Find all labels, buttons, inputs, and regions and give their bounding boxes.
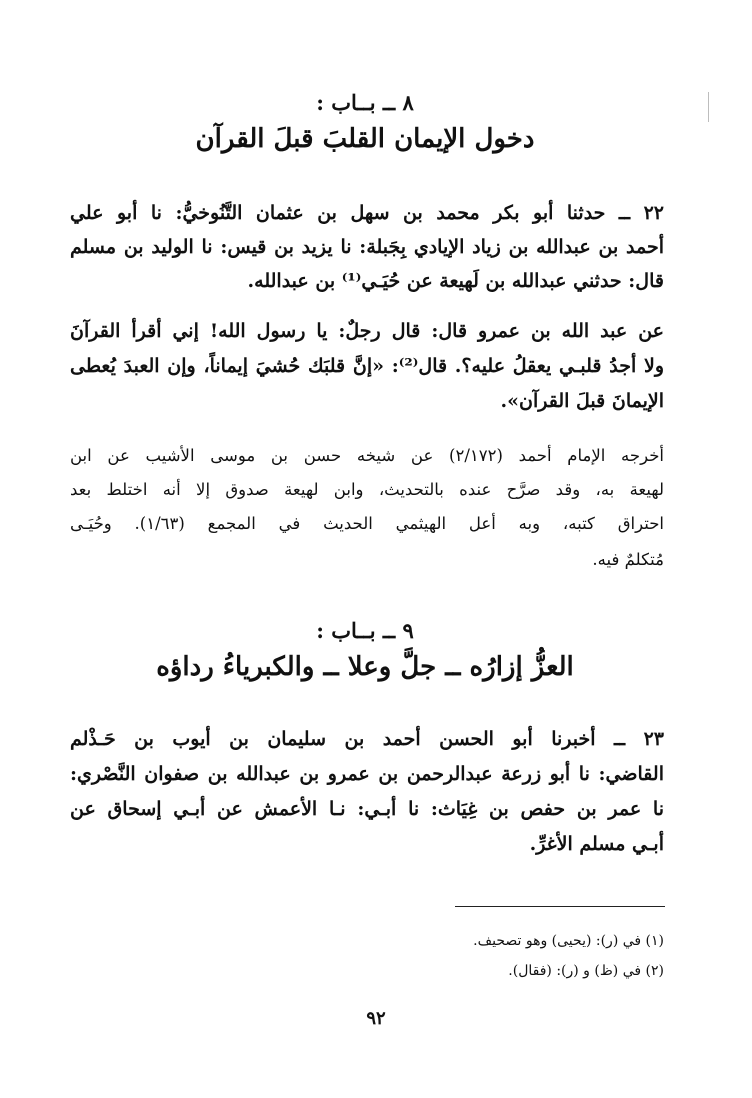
takhrij-22-line-3: احتراق كتبه، وبه أعل الهيثمي الحديث في المجمع (١/٦٣). وحُيَـى [70, 514, 664, 533]
footnote-separator [455, 906, 665, 907]
hadith-22-line-3: قال: حدثني عبدالله بن لَهيعة عن حُيَـي⁽¹⁾ بن عبدالله. [247, 270, 664, 292]
chapter-9-number: ٩ ــ بــاب : [316, 618, 414, 643]
matn-22-line-3: الإيمانَ قبلَ القرآن». [500, 390, 664, 412]
hadith-23-line-2: القاضي: نا أبو زرعة عبدالرحمن بن عمرو بن عبدالله بن صفوان النَّصْري: [70, 763, 664, 785]
takhrij-22-line-4: مُتكلمٌ فيه. [592, 550, 664, 569]
hadith-22-line-2: أحمد بن عبدالله بن زياد الإيادي بِجَبلة: نا يزيد بن قيس: نا الوليد بن مسلم [70, 236, 664, 258]
hadith-23-line-1: ٢٣ ــ أخبرنا أبو الحسن أحمد بن سليمان بن أيوب بن حَـذْلم [70, 728, 664, 750]
takhrij-22-line-1: أخرجه الإمام أحمد (٢/١٧٢) عن شيخه حسن بن موسى الأشيب عن ابن [70, 446, 664, 465]
footnote-2: (٢) في (ظ) و (ر): (فقال). [508, 963, 664, 979]
matn-22-line-2: ولا أجدُ قلبـي يعقلُ عليه؟. قال⁽²⁾: «إنَّ قلبَك حُشيَ إيماناً، وإن العبدَ يُعطى [70, 355, 664, 377]
hadith-22-line-1: ٢٢ ــ حدثنا أبو بكر محمد بن سهل بن عثمان التَّنُوخيُّ: نا أبو علي [70, 202, 664, 224]
hadith-23-line-3: نا عمر بن حفص بن غِيَاث: نا أبـي: نـا الأعمش عن أبـي إسحاق عن [70, 798, 664, 820]
chapter-8-number: ٨ ــ بــاب : [316, 90, 414, 115]
takhrij-22-line-2: لهيعة به، وقد صرَّح عنده بالتحديث، وابن لهيعة صدوق إلا أنه اختلط بعد [70, 480, 664, 499]
footnote-1: (١) في (ر): (يحيى) وهو تصحيف. [473, 933, 664, 949]
matn-22-line-1: عن عبد الله بن عمرو قال: قال رجلٌ: يا رسول الله! إني أقرأ القرآنَ [70, 320, 664, 342]
hadith-23-line-4: أبـي مسلم الأغرِّ. [529, 833, 664, 855]
chapter-8-title: دخول الإيمان القلبَ قبلَ القرآن [195, 124, 535, 154]
margin-mark [708, 92, 709, 122]
chapter-9-title: العزُّ إزارُه ــ جلَّ وعلا ــ والكبرياءُ رداؤه [156, 652, 574, 682]
page-number: ٩٢ [366, 1008, 386, 1029]
